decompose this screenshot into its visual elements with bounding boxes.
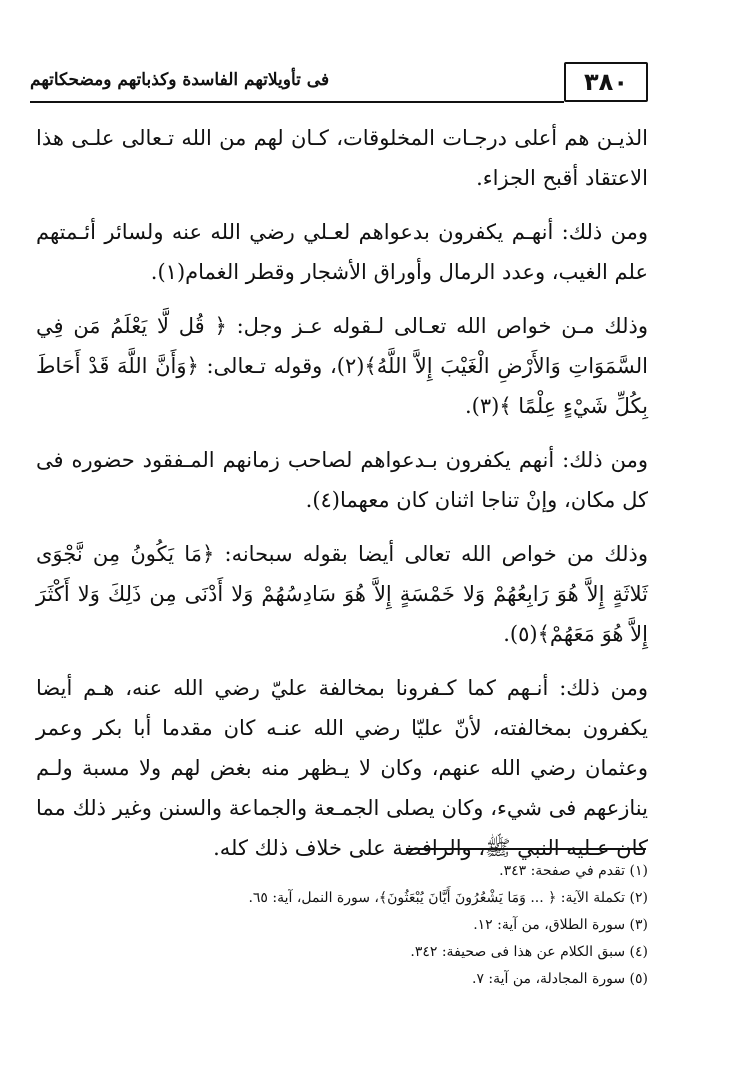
paragraph-4: ومن ذلك: أنهم يكفرون بـدعواهم لصاحب زمانهم المـفقود حضوره فى كل مكان، وإنْ تناجا اثنان كان معهما(٤). <box>36 448 648 512</box>
footnotes <box>36 858 648 993</box>
page-number: ٣٨٠ <box>584 68 628 96</box>
paragraph-1: الذيـن هم أعلى درجـات المخلوقات، كـان لهم من الله تـعالى علـى هذا الاعتقاد أقبح الجزاء. <box>36 126 648 190</box>
paragraph-6: ومن ذلك: أنـهم كما كـفرونا بمخالفة عليّ رضي الله عنه، هـم أيضا يكفرون بمخالفته، لأنّ عليّا رضي الله عنـه كان مقدما أبا بكر وعمر وعثمان رضي الله عنهم، وكان لا يـظهر منه بغض لهم ولا مسبة ولـم ينازعهم فى شيء، وكان يصلى الجمـعة والجماعة والسنن وغير ذلك مما كان عـليه النبي ﷺ، والرافضة على خلاف ذلك كله. <box>36 676 648 860</box>
page-header <box>30 62 648 106</box>
footnote-1: (١) تقدم في صفحة: ٣٤٣. <box>499 863 648 879</box>
running-title: فى تأويلاتهم الفاسدة وكذباتهم ومضحكاتهم <box>30 70 330 90</box>
paragraph-2: ومن ذلك: أنهـم يكفرون بدعواهم لعـلي رضي الله عنه ولسائر أئـمتهم علم الغيب، وعدد الرمال وأوراق الأشجار وقطر الغمام(١). <box>36 220 648 284</box>
footnote-5: (٥) سورة المجادلة، من آية: ٧. <box>472 971 648 987</box>
footnote-rule <box>406 848 646 850</box>
footnote-2: (٢) تكملة الآية: ﴿ ... وَمَا يَشْعُرُونَ أَيَّانَ يُبْعَثُونَ﴾، سورة النمل، آية: ٦٥. <box>248 890 648 906</box>
paragraph-5: وذلك من خواص الله تعالى أيضا بقوله سبحانه: ﴿مَا يَكُونُ مِن نَّجْوَى ثَلاثَةٍ إِلاَّ هُوَ رَابِعُهُمْ وَلا خَمْسَةٍ إِلاَّ هُوَ سَادِسُهُمْ وَلا أَدْنَى مِن ذَلِكَ وَلا أَكْثَرَ إِلاَّ هُوَ مَعَهُمْ﴾(٥). <box>36 542 648 646</box>
header-rule <box>30 101 564 103</box>
paragraph-3: وذلك مـن خواص الله تعـالى لـقوله عـز وجل: ﴿ قُل لَّا يَعْلَمُ مَن فِي السَّمَوَاتِ وَالأَرْضِ الْغَيْبَ إِلاَّ اللَّهُ﴾(٢)، وقوله تـعالى: ﴿وَأَنَّ اللَّهَ قَدْ أَحَاطَ بِكُلِّ شَيْءٍ عِلْمًا ﴾(٣). <box>36 314 648 418</box>
footnote-4: (٤) سبق الكلام عن هذا فى صحيفة: ٣٤٢. <box>410 944 648 960</box>
page-number-box <box>564 62 648 102</box>
footnote-3: (٣) سورة الطلاق، من آية: ١٢. <box>473 917 648 933</box>
body-text <box>36 118 648 882</box>
